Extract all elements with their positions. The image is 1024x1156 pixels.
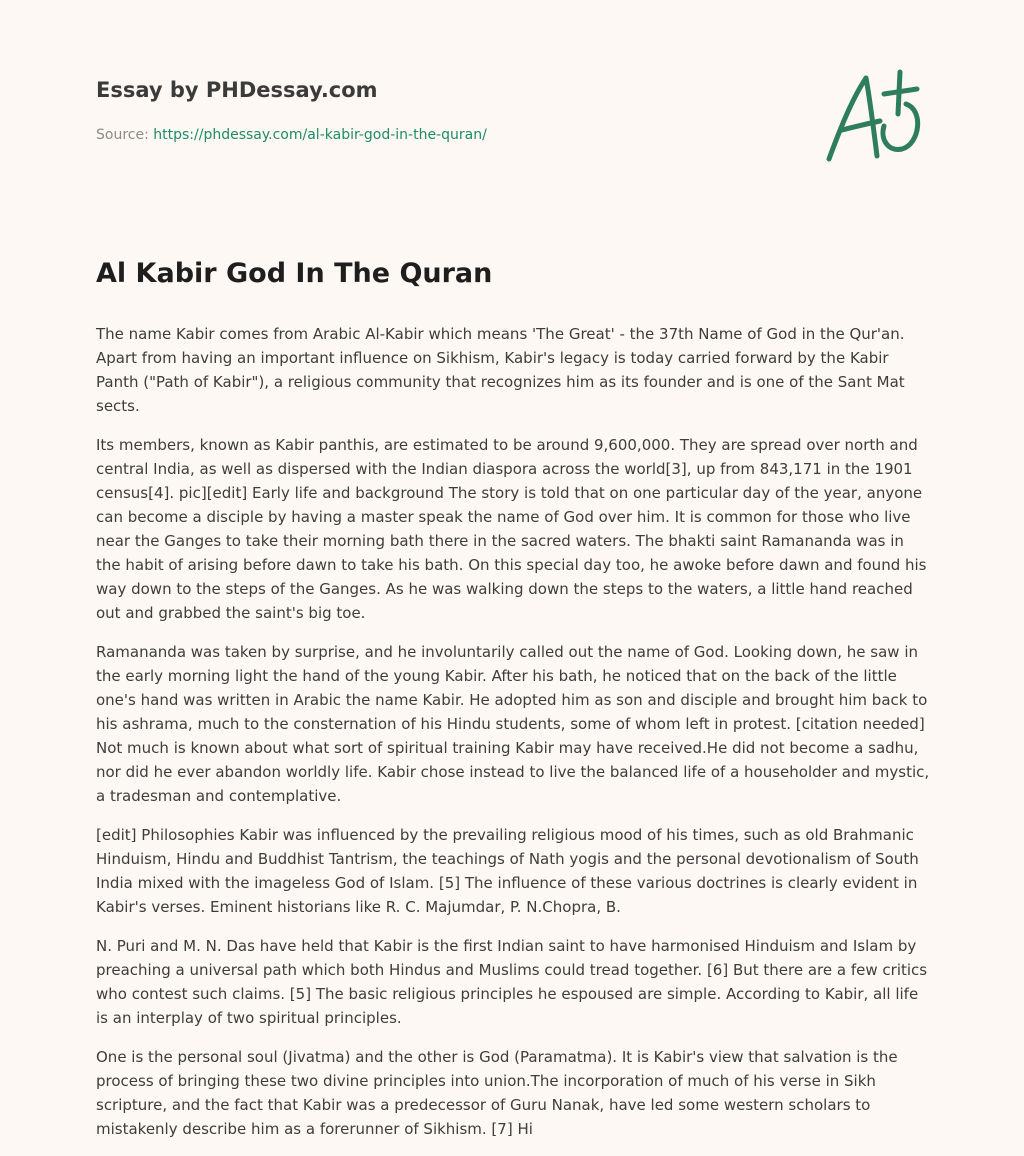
site-brand-title: Essay by PHDessay.com <box>96 78 378 102</box>
essay-paragraph: One is the personal soul (Jivatma) and the other is God (Paramatma). It is Kabir's view that salvation is the process of bringing these two divine principles into union.The incorporation of much of his verse in Sikh scripture, and the fact that Kabir was a predecessor of Guru Nanak, have led some western scholars to mistakenly describe him as a forerunner of Sikhism. [7] Hi <box>96 1048 898 1138</box>
essay-paragraph: N. Puri and M. N. Das have held that Kabir is the first Indian saint to have harmonised Hinduism and Islam by preaching a universal path which both Hindus and Muslims could tread together. [6] But there are a few critics who contest such claims. [5] The basic religious principles he espoused are simple. According to Kabir, all life is an interplay of two spiritual principles. <box>96 937 928 1027</box>
source-label: Source: <box>96 127 154 143</box>
essay-paragraph: The name Kabir comes from Arabic Al-Kabir which means 'The Great' - the 37th Name of God in the Qur'an. Apart from having an important influence on Sikhism, Kabir's legacy is today carried forward by the Kabir Panth ("Path of Kabir"), a religious community that recognizes him as its founder and is one of the Sant Mat sects. <box>96 325 905 415</box>
a-plus-logo-icon <box>820 64 930 170</box>
source-link[interactable]: https://phdessay.com/al-kabir-god-in-the-quran/ <box>153 127 487 143</box>
essay-paragraph: [edit] Philosophies Kabir was influenced by the prevailing religious mood of his times, such as old Brahmanic Hinduism, Hindu and Buddhist Tantrism, the teachings of Nath yogis and the personal devotionalism of South India mixed with the imageless God of Islam. [5] The influence of these various doctrines is clearly evident in Kabir's verses. Eminent historians like R. C. Majumdar, P. N.Chopra, B. <box>96 826 919 916</box>
essay-title: Al Kabir God In The Quran <box>96 258 493 289</box>
essay-paragraph: Ramananda was taken by surprise, and he involuntarily called out the name of God. Looking down, he saw in the early morning light the hand of the young Kabir. After his bath, he noticed that on the back of the little one's hand was written in Arabic the name Kabir. He adopted him as son and disciple and brought him back to his ashrama, much to the consternation of his Hindu students, some of whom left in protest. [citation needed] Not much is known about what sort of spiritual training Kabir may have received.He did not become a sadhu, nor did he ever abandon worldly life. Kabir chose instead to live the balanced life of a householder and mystic, a tradesman and contemplative. <box>96 643 930 805</box>
essay-body <box>96 252 932 1156</box>
page-header <box>96 76 796 145</box>
essay-paragraph: Its members, known as Kabir panthis, are estimated to be around 9,600,000. They are spread over north and central India, as well as dispersed with the Indian diaspora across the world[3], up from 843,171 in the 1901 census[4]. pic][edit] Early life and background The story is told that on one particular day of the year, anyone can become a disciple by having a master speak the name of God over him. It is common for those who live near the Ganges to take their morning bath there in the sacred waters. The bhakti saint Ramananda was in the habit of arising before dawn to take his bath. On this special day too, he awoke before dawn and found his way down to the steps of the Ganges. As he was walking down the steps to the waters, a little hand reached out and grabbed the saint's big toe. <box>96 436 927 622</box>
source-line <box>96 125 796 145</box>
